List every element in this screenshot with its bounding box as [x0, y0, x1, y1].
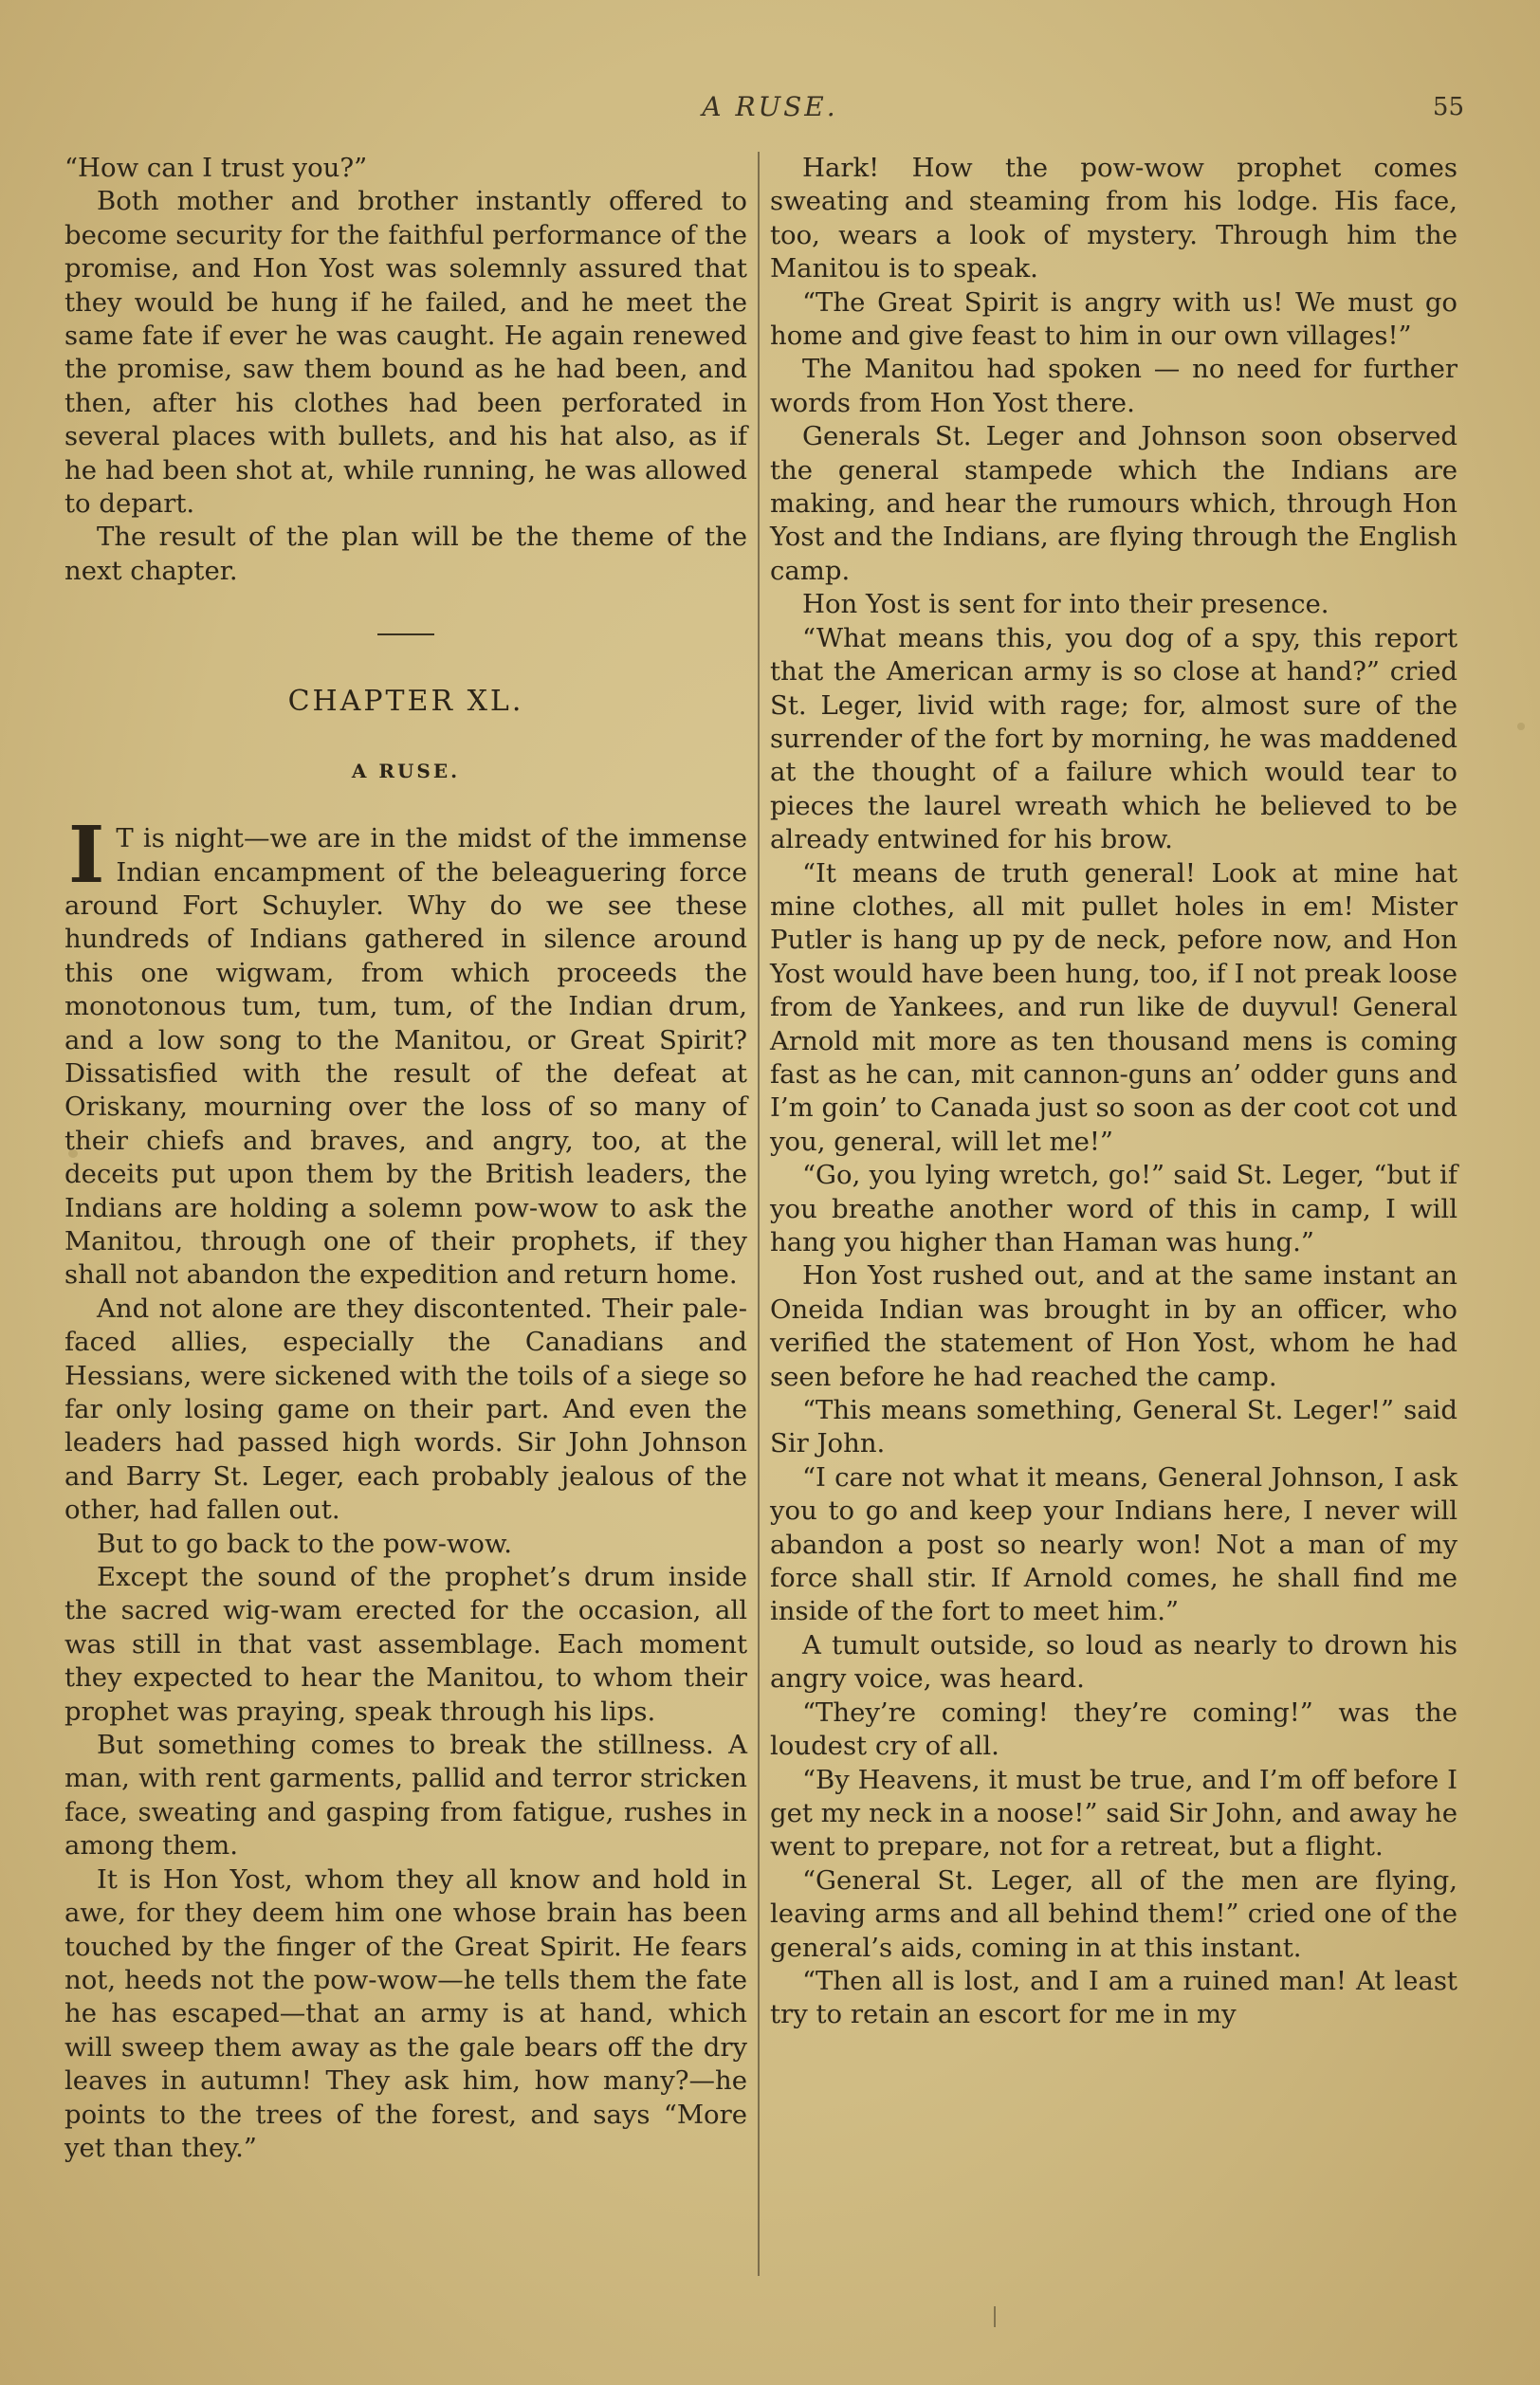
opening-paragraph [64, 810, 747, 1293]
paragraph: A tumult outside, so loud as nearly to drown his angry voice, was heard. [770, 1629, 1458, 1695]
paragraph: And not alone are they discontented. Their pale-faced allies, especially the Canadians and Hessians, were sickened with the toils of a siege so far only losing game on their part. And even the leaders had passed high words. Sir John Johnson and Barry St. Leger, each probably jealous of the other, had fallen out. [64, 1293, 747, 1526]
paper-blemish [68, 1149, 78, 1158]
paragraph: But to go back to the pow-wow. [97, 1528, 512, 1559]
paragraph: “This means something, General St. Leger!” said Sir John. [770, 1395, 1458, 1459]
chapter-heading: CHAPTER XL. [287, 685, 524, 719]
paragraph: The result of the plan will be the theme of the next chapter. [64, 522, 747, 586]
paragraph: The Manitou had spoken — no need for further words from Hon Yost there. [770, 354, 1458, 418]
paragraph: Except the sound of the prophet’s drum inside the sacred wig-wam erected for the occasion, all was still in that vast assemblage. Each moment they expected to hear the Manitou, to whom their prophet was praying, speak through his lips. [64, 1562, 747, 1727]
running-title: A RUSE. [702, 91, 838, 122]
paragraph: “General St. Leger, all of the men are flying, leaving arms and all behind them!” cried one of the general’s aids, coming in at this instant. [770, 1864, 1458, 1963]
paragraph: Hark! How the pow-wow prophet comes sweating and steaming from his lodge. His face, too, wears a look of mystery. Through him the Manitou is to speak. [770, 153, 1458, 284]
column-divider [758, 152, 760, 2276]
paragraph: “Then all is lost, and I am a ruined man! At least try to retain an escort for me in my [770, 1965, 1458, 2030]
paragraph: Hon Yost is sent for into their presence. [802, 589, 1329, 620]
left-column [64, 152, 747, 2165]
folio-mark [994, 2306, 996, 2327]
paragraph: But something comes to break the stillness. A man, with rent garments, pallid and terror stricken face, sweating and gasping from fatigue, rushes in among them. [64, 1730, 747, 1862]
paragraph: “By Heavens, it must be true, and I’m off before I get my neck in a noose!” said Sir John, and away he went to prepare, not for a retreat, but a flight. [770, 1764, 1458, 1862]
running-head [57, 91, 1483, 129]
paragraph: Generals St. Leger and Johnson soon observed the general stampede which the Indians are making, and hear the rumours which, through Hon Yost and the Indians, are flying through the English camp. [770, 421, 1458, 586]
paragraph: Both mother and brother instantly offered to become security for the faithful performance of the promise, and Hon Yost was solemnly assured that they would be hung if he failed, and he meet the same fate if ever he was caught. He again renewed the promise, saw them bound as he had been, and then, after his clothes had been perforated in several places with bullets, and his hat also, as if he had been shot at, while running, he was allowed to depart. [64, 186, 747, 520]
paragraph: “What means this, you dog of a spy, this report that the American army is so close at hand?” cried St. Leger, livid with rage; for, almost sure of the surrender of the fort by morning, he was maddened at the thought of a failure which would tear to pieces the laurel wreath which he believed to be already entwined for his brow. [770, 622, 1458, 855]
paragraph: It is Hon Yost, whom they all know and hold in awe, for they deem him one whose brain has been touched by the finger of the Great Spirit. He fears not, heeds not the pow-wow—he tells them the fate he has escaped—that an army is at hand, which will sweep them away as the gale bears off the dry leaves in autumn! They ask him, how many?—he points to the trees of the forest, and says “More yet than they.” [64, 1863, 747, 2163]
drop-cap: I [68, 810, 105, 902]
right-column [770, 152, 1458, 2032]
paragraph: “It means de truth general! Look at mine hat mine clothes, all mit pullet holes in em! Mister Putler is hang up py de neck, pefore now, and Hon Yost would have been hung, too, if I not preak loose from de Yankees, and run like de duyvul! General Arnold mit more as ten thousand mens is coming fast as he can, mit cannon-guns an’ odder guns and I’m goin’ to Canada just so soon as der coot cot und you, general, will let me!” [770, 857, 1458, 1157]
paragraph: “Go, you lying wretch, go!” said St. Leger, “but if you breathe another word of this in camp, I will hang you higher than Haman was hung.” [770, 1160, 1458, 1257]
paragraph: “I care not what it means, General Johnson, I ask you to go and keep your Indians here, I never will abandon a post so nearly won! Not a man of my force shall stir. If Arnold comes, he shall find me inside of the fort to meet him.” [770, 1461, 1458, 1627]
paragraph: “They’re coming! they’re coming!” was the loudest cry of all. [770, 1697, 1458, 1762]
paragraph: “The Great Spirit is angry with us! We must go home and give feast to him in our own villages!” [770, 286, 1458, 352]
chapter-subtitle: A RUSE. [351, 759, 461, 782]
opening-text: T is night—we are in the midst of the immense Indian encampment of the beleaguering force around Fort Schuyler. Why do we see these hundreds of Indians gathered in silence around this one wigwam, from which proceeds the monotonous tum, tum, tum, of the Indian drum, and a low song to the Manitou, or Great Spirit? Dissatisfied with the result of the defeat at Oriskany, mourning over the loss of so many of their chiefs and braves, and angry, too, at the deceits put upon them by the British leaders, the Indians are holding a solemn pow-wow to ask the Manitou, through one of their prophets, if they shall not abandon the expedition and return home. [64, 823, 747, 1291]
paragraph: “How can I trust you?” [64, 153, 368, 183]
section-divider [377, 633, 434, 635]
paragraph: Hon Yost rushed out, and at the same instant an Oneida Indian was brought in by an officer, who verified the statement of Hon Yost, whom he had seen before he had reached the camp. [770, 1260, 1458, 1392]
paper-blemish [1517, 723, 1525, 730]
page-number: 55 [1432, 93, 1464, 121]
